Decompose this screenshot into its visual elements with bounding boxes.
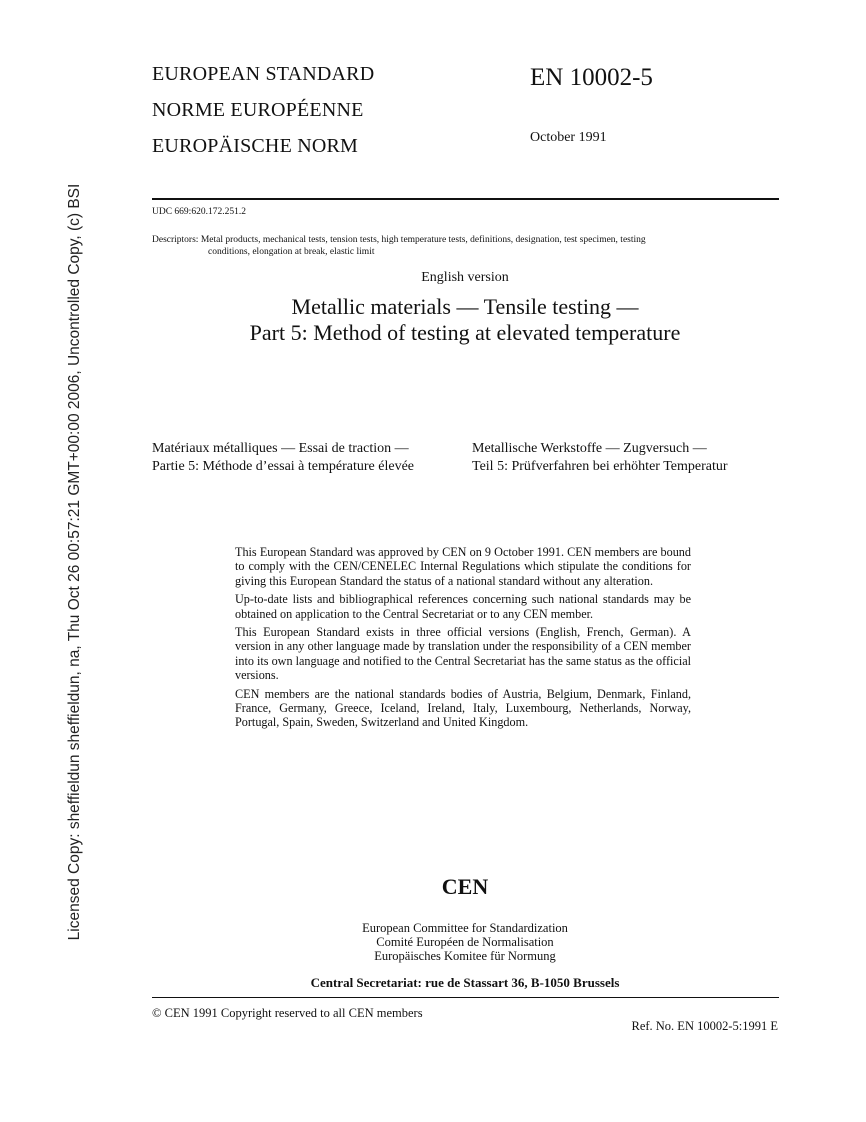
org-name-de: Europäisches Komitee für Normung xyxy=(374,949,556,963)
notice-paragraph: Up-to-date lists and bibliographical references concerning such national standards may be obtained on application to the Central Secretariat or to any CEN member. xyxy=(235,592,691,621)
footer-divider xyxy=(152,997,779,998)
descriptors-line-2: conditions, elongation at break, elastic limit xyxy=(208,247,375,257)
reference-number: Ref. No. EN 10002-5:1991 E xyxy=(631,1019,778,1033)
udc-code: UDC 669:620.172.251.2 xyxy=(152,207,246,217)
notice-paragraph: This European Standard exists in three official versions (English, French, German). A version in any other language made by translation under the responsibility of a CEN member into its own language and notified to the Central Secretariat has the same status as the official versions. xyxy=(235,625,691,683)
cen-logo: CEN xyxy=(441,874,489,899)
central-secretariat: Central Secretariat: rue de Stassart 36, B-1050 Brussels xyxy=(310,975,620,990)
language-version: English version xyxy=(421,270,509,285)
standard-type-fr: NORME EUROPÉENNE xyxy=(152,99,364,121)
org-name-fr: Comité Européen de Normalisation xyxy=(376,935,554,949)
german-title xyxy=(472,440,728,476)
copyright-notice: © CEN 1991 Copyright reserved to all CEN members xyxy=(152,1006,423,1020)
org-name-en: European Committee for Standardization xyxy=(362,921,568,935)
document-title-line-1: Metallic materials — Tensile testing — xyxy=(291,294,639,319)
header-divider xyxy=(152,198,779,200)
standard-type-en: EUROPEAN STANDARD xyxy=(152,63,375,85)
notice-paragraph: This European Standard was approved by CEN on 9 October 1991. CEN members are bound to comply with the CEN/CENELEC Internal Regulations which stipulate the conditions for giving this European Standard the status of a national standard without any alteration. xyxy=(235,545,691,588)
german-title-line-2: Teil 5: Prüfverfahren bei erhöhter Temperatur xyxy=(472,459,728,474)
standard-type-de: EUROPÄISCHE NORM xyxy=(152,135,359,157)
document-title-line-2: Part 5: Method of testing at elevated temperature xyxy=(249,320,681,345)
notice-paragraph: CEN members are the national standards bodies of Austria, Belgium, Denmark, Finland, France, Germany, Greece, Iceland, Ireland, Italy, Luxembourg, Netherlands, Norway, Portugal, Spain, Sweden, Switzerland and United Kingdom. xyxy=(235,686,691,730)
standard-number: EN 10002-5 xyxy=(530,64,653,91)
descriptors-line-1: Metal products, mechanical tests, tension tests, high temperature tests, definitions, designation, test specimen, testing xyxy=(200,235,646,245)
french-title xyxy=(152,440,414,476)
license-watermark: Licensed Copy: sheffieldun sheffieldun, na, Thu Oct 26 00:57:21 GMT+00:00 2006, Uncontrolled Copy, (c) BSI xyxy=(66,183,83,941)
french-title-line-2: Partie 5: Méthode d’essai à température élevée xyxy=(152,459,414,474)
french-title-line-1: Matériaux métalliques — Essai de traction — xyxy=(152,441,409,456)
approval-notice xyxy=(235,545,691,734)
german-title-line-1: Metallische Werkstoffe — Zugversuch — xyxy=(472,441,707,456)
publication-date: October 1991 xyxy=(530,130,607,145)
descriptors-label: Descriptors: xyxy=(152,235,199,245)
descriptors xyxy=(152,234,778,258)
